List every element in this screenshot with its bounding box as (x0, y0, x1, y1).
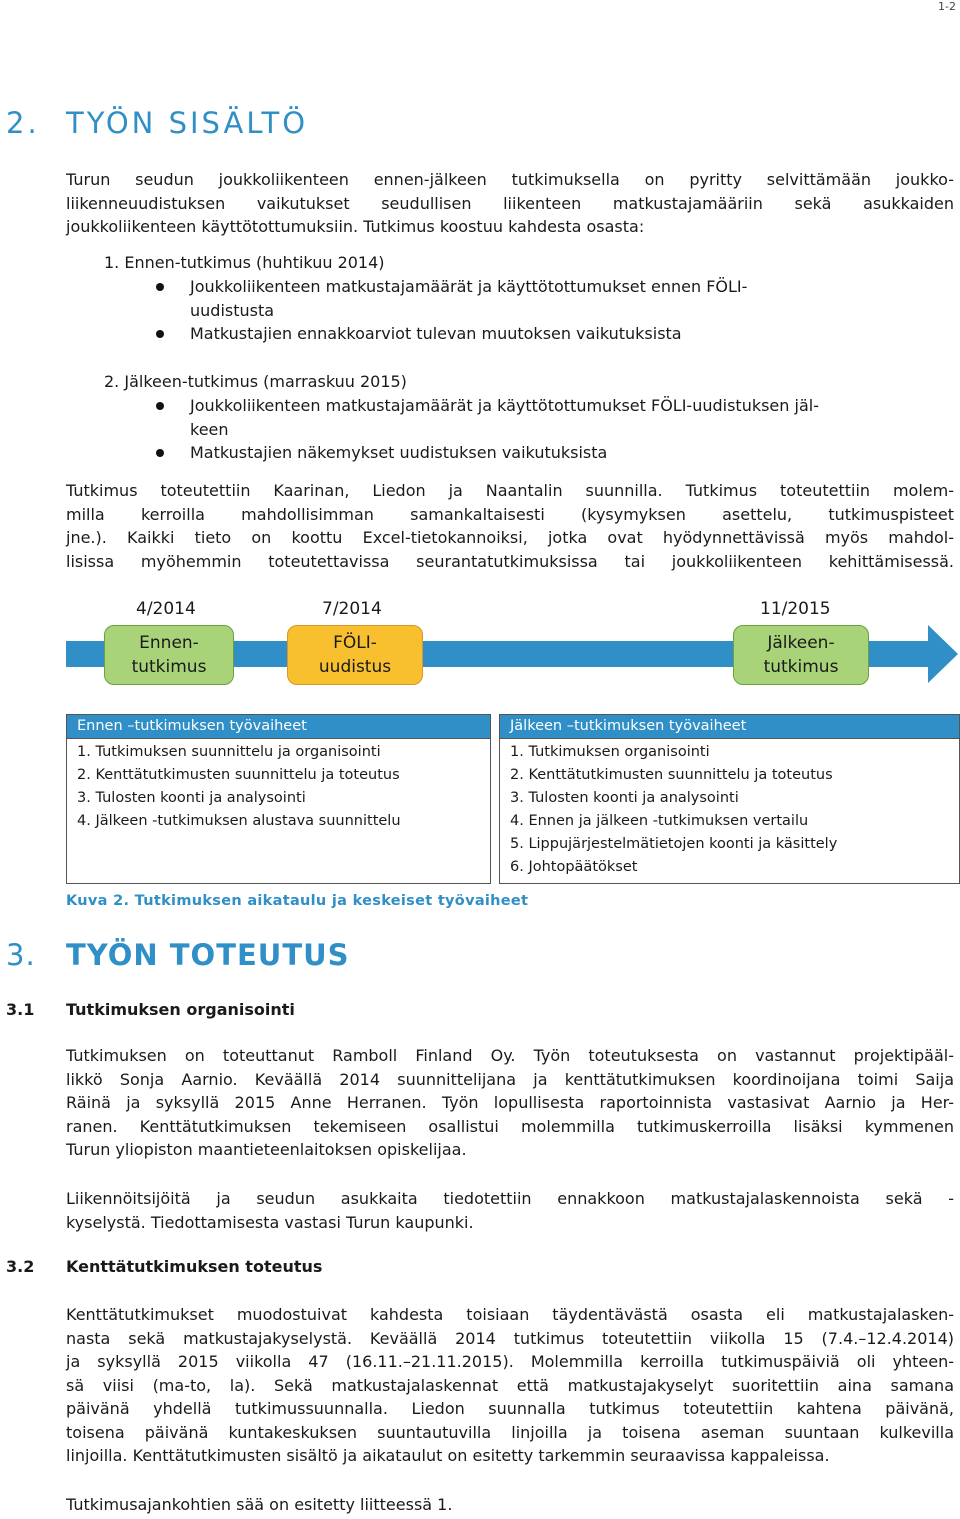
text-line: nasta sekä matkustajakyselystä. Keväällä 2014 tutkimus toteutettiin viikolla 15 (7.4.–12.4.2014) (66, 1328, 954, 1348)
timeline-date: 4/2014 (136, 599, 196, 619)
page-number: 1-2 (938, 0, 956, 13)
section-2-heading (6, 106, 308, 140)
section-3-1-paragraph-2 (66, 1187, 954, 1234)
text-line: joukkoliikenteen käyttötottumuksiin. Tutkimus koostuu kahdesta osasta: (66, 217, 645, 236)
section-3-heading (6, 938, 350, 972)
text-line: Räinä ja syksyllä 2015 Anne Herranen. Työn lopullisesta raportoinnista vastasivat Aarnio ja Her- (66, 1093, 954, 1112)
section-title: Kenttätutkimuksen toteutus (66, 1257, 323, 1276)
text-line: milla kerroilla mahdollisimman samankaltaisesti (kysymyksen asettelu, tutkimuspisteet (66, 504, 954, 524)
stage-label-line: FÖLI- (333, 633, 377, 653)
text-line: ranen. Kenttätutkimuksen tekemiseen osallistui molemmilla tutkimuskerroilla lisäksi kymmenen (66, 1116, 954, 1136)
list-item: 5. Lippujärjestelmätietojen koonti ja käsittely (510, 836, 838, 852)
section-3-2-heading (6, 1257, 322, 1276)
caption-text: Tutkimuksen aikataulu ja keskeiset työvaiheet (134, 893, 529, 909)
text-line: toisena päivänä kuntakeskuksen suuntautuvilla linjoilla ja toisena aseman suuntaan kulkevilla (66, 1422, 954, 1442)
part-2-heading: 2. Jälkeen-tutkimus (marraskuu 2015) (104, 372, 407, 391)
part-1-bullet-1 (190, 275, 747, 322)
text-line: kyselystä. Tiedottamisesta vastasi Turun kaupunki. (66, 1212, 474, 1232)
before-phases-list (67, 739, 491, 884)
outro-paragraph (66, 479, 954, 573)
bullet-icon (156, 402, 164, 410)
section-3-2-paragraph-1 (66, 1303, 954, 1468)
section-title: TYÖN SISÄLTÖ (66, 106, 309, 140)
section-number: 3.1 (6, 1000, 35, 1019)
list-item: 3. Tulosten koonti ja analysointi (510, 790, 739, 806)
intro-paragraph (66, 168, 954, 239)
text-line: päivänä yhdellä tutkimussuunnalla. Liedon suunnalla tutkimus toteutettiin kahtena päivänä, (66, 1399, 954, 1418)
section-title: TYÖN TOTEUTUS (66, 938, 350, 972)
bullet-icon (156, 449, 164, 457)
text-line: jne.). Kaikki tieto on koottu Excel-tietokannoiksi, jotka ovat hyödynnettävissä myös mahdol- (66, 528, 954, 547)
text-line: Joukkoliikenteen matkustajamäärät ja käyttötottumukset FÖLI-uudistuksen jäl- (190, 396, 819, 415)
text-line: Tutkimus toteutettiin Kaarinan, Liedon ja Naantalin suunnilla. Tutkimus toteutettiin molem- (66, 481, 954, 500)
text-line: keen (190, 419, 229, 439)
text-line: lisissa myöhemmin toteutettavissa seurantatutkimuksissa tai joukkoliikenteen kehittämisessä. (66, 551, 954, 571)
bullet-icon (156, 330, 164, 338)
text-line: Turun seudun joukkoliikenteen ennen-jälkeen tutkimuksella on pyritty selvittämään joukko- (66, 170, 954, 189)
stage-jalkeen-tutkimus (733, 625, 869, 685)
list-item: 6. Johtopäätökset (510, 859, 638, 875)
list-item: 2. Kenttätutkimusten suunnittelu ja toteutus (510, 767, 833, 783)
stage-label-line: tutkimus (763, 657, 839, 677)
text-line: Tutkimuksen on toteuttanut Ramboll Finland Oy. Työn toteutuksesta on vastannut projektipääl- (66, 1046, 954, 1065)
list-item: 1. Tutkimuksen suunnittelu ja organisointi (77, 744, 381, 760)
part-2-bullet-2 (190, 441, 607, 465)
list-item: 4. Jälkeen -tutkimuksen alustava suunnittelu (77, 813, 401, 829)
text-line: uudistusta (190, 300, 275, 320)
section-number: 3.2 (6, 1257, 35, 1276)
text-line: liikenneuudistuksen vaikutukset seudullisen liikenteen matkustajamääriin sekä asukkaiden (66, 193, 954, 213)
part-2-bullet-1 (190, 394, 819, 441)
part-1-heading: 1. Ennen-tutkimus (huhtikuu 2014) (104, 253, 385, 272)
timeline-date: 7/2014 (322, 599, 382, 619)
list-item: 4. Ennen ja jälkeen -tutkimuksen vertailu (510, 813, 809, 829)
part-1-bullet-2 (190, 322, 682, 346)
text-line: Matkustajien näkemykset uudistuksen vaikutuksista (190, 443, 608, 462)
section-3-2-paragraph-2 (66, 1493, 954, 1517)
text-line: Joukkoliikenteen matkustajamäärät ja käyttötottumukset ennen FÖLI- (190, 277, 748, 296)
list-item: 3. Tulosten koonti ja analysointi (77, 790, 306, 806)
stage-label-line: Ennen- (139, 633, 199, 653)
stage-foli-uudistus (287, 625, 423, 685)
stage-label-line: uudistus (318, 657, 392, 677)
text-line: Matkustajien ennakkoarviot tulevan muutoksen vaikutuksista (190, 324, 682, 343)
text-line: Tutkimusajankohtien sää on esitetty liitteessä 1. (66, 1495, 453, 1514)
timeline-date: 11/2015 (760, 599, 831, 619)
text-line: likkö Sonja Aarnio. Keväällä 2014 suunnittelijana ja kenttätutkimuksen koordinoijana toimi Saija (66, 1069, 954, 1089)
bullet-icon (156, 283, 164, 291)
after-phases-header: Jälkeen –tutkimuksen työvaiheet (500, 715, 960, 739)
section-3-1-paragraph-1 (66, 1044, 954, 1162)
after-phases-list (500, 739, 960, 884)
list-item: 1. Tutkimuksen organisointi (510, 744, 710, 760)
stage-ennen-tutkimus (104, 625, 234, 685)
text-line: sä viisi (ma-to, la). Sekä matkustajalaskennat että matkustajakyselyt suoritettiin aina samana (66, 1375, 954, 1395)
figure-caption (66, 893, 528, 909)
text-line: Turun yliopiston maantieteenlaitoksen opiskelijaa. (66, 1140, 467, 1159)
list-item: 2. Kenttätutkimusten suunnittelu ja toteutus (77, 767, 400, 783)
before-phases-header: Ennen –tutkimuksen työvaiheet (67, 715, 491, 739)
caption-label: Kuva 2. (66, 893, 130, 909)
text-line: linjoilla. Kenttätutkimusten sisältö ja aikataulut on esitetty tarkemmin seuraavissa kappaleissa. (66, 1446, 830, 1465)
phases-table (66, 714, 960, 884)
stage-label-line: tutkimus (131, 657, 207, 677)
text-line: Liikennöitsijöitä ja seudun asukkaita tiedotettiin ennakkoon matkustajalaskennoista sekä - (66, 1189, 954, 1208)
text-line: Kenttätutkimukset muodostuivat kahdesta toisiaan täydentävästä osasta eli matkustajalasken- (66, 1305, 954, 1324)
section-number: 2. (6, 106, 40, 140)
section-title: Tutkimuksen organisointi (66, 1000, 295, 1019)
section-number: 3. (6, 938, 36, 972)
text-line: ja syksyllä 2015 viikolla 47 (16.11.–21.11.2015). Molemmilla kerroilla tutkimuspäiviä oli yhteen- (66, 1352, 954, 1371)
section-3-1-heading (6, 1000, 295, 1019)
stage-label-line: Jälkeen- (767, 633, 835, 653)
